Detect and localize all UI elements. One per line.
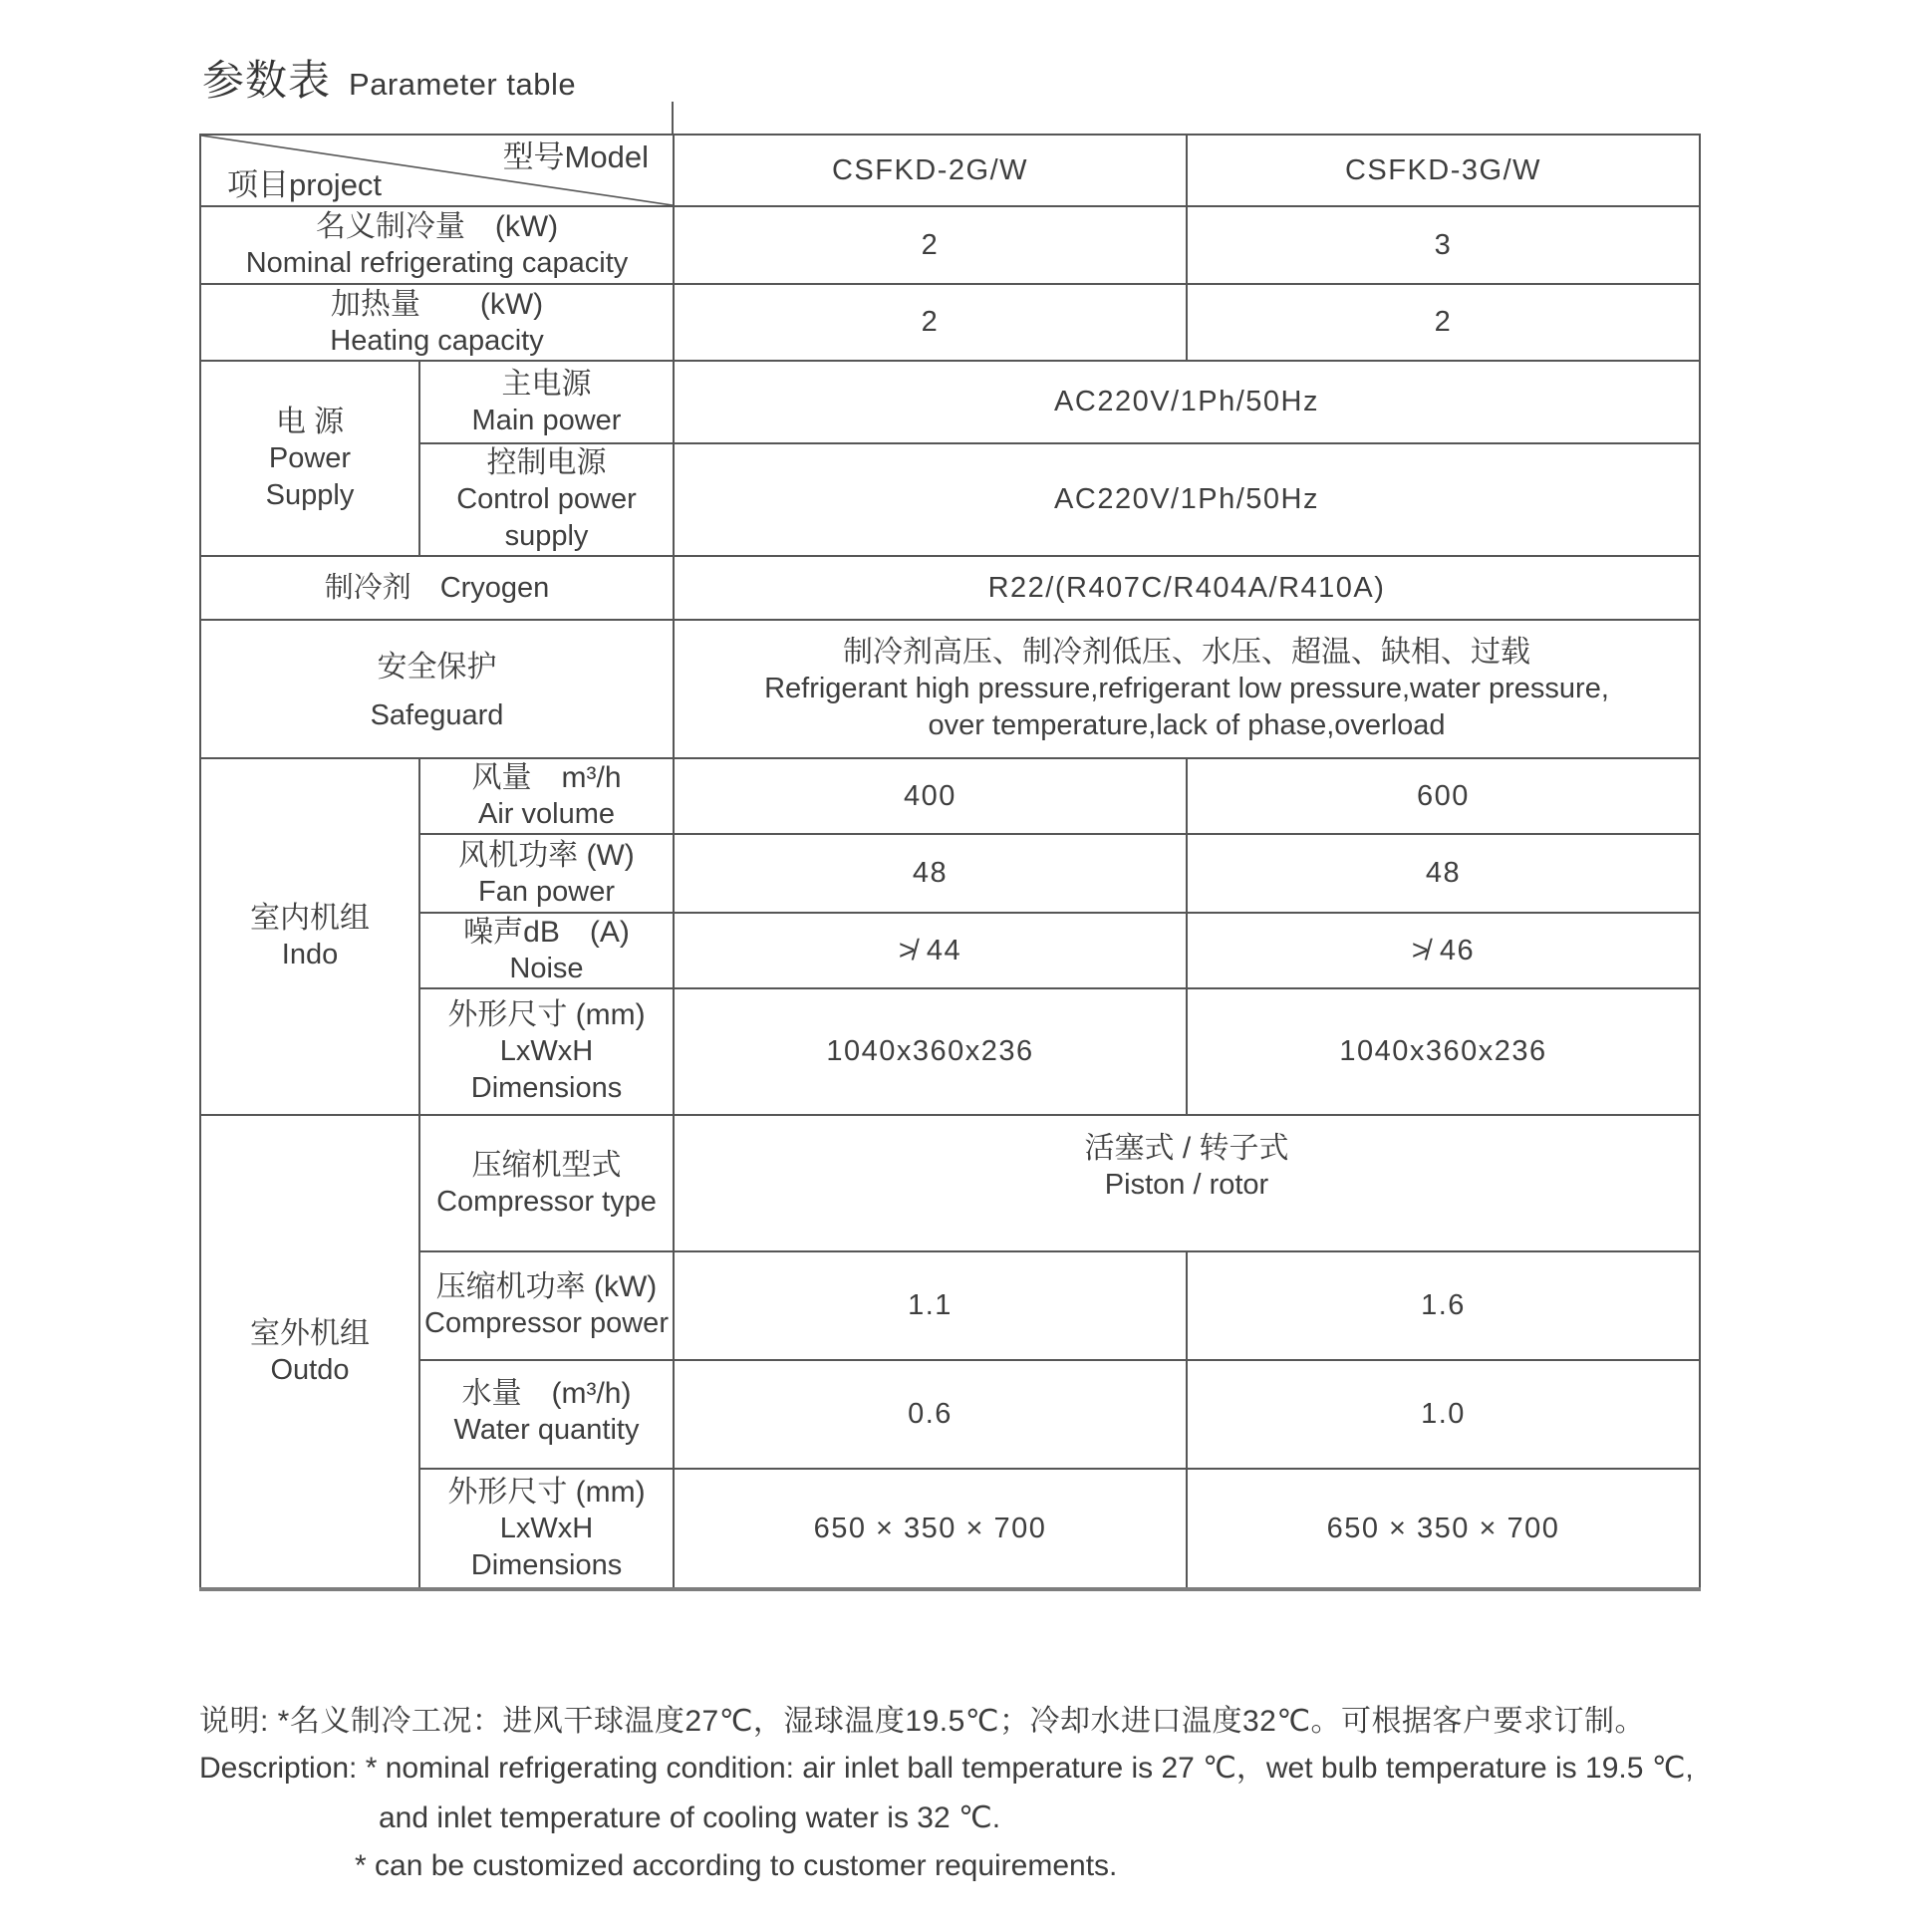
air-volume-label-en: Air volume	[478, 798, 615, 830]
table-row-cryogen	[200, 556, 1700, 620]
air-volume-value-2: 600	[1187, 758, 1700, 834]
table-row-noise	[200, 913, 1700, 988]
model-column-1: CSFKD-2G/W	[674, 135, 1187, 206]
table-row-control-power	[200, 443, 1700, 556]
indoor-dimensions-value-1: 1040x360x236	[674, 988, 1187, 1115]
nominal-cooling-label-zh: 名义制冷量 (kW)	[315, 210, 559, 243]
table-row-air-volume	[200, 758, 1700, 834]
fan-power-label-en: Fan power	[477, 875, 615, 908]
noise-label	[419, 913, 674, 988]
parameter-table	[199, 134, 1701, 1591]
compressor-type-value-en: Piston / rotor	[1104, 1169, 1269, 1201]
nominal-cooling-label-en: Nominal refrigerating capacity	[245, 247, 629, 279]
note-customization: * can be customized according to customer requirements.	[355, 1849, 1118, 1882]
table-row-water-quantity	[200, 1360, 1700, 1469]
main-power-label-en: Main power	[471, 404, 622, 436]
power-supply-group-label	[200, 361, 419, 556]
fan-power-value-2: 48	[1187, 834, 1700, 913]
indoor-dimensions-label	[419, 988, 674, 1115]
fan-power-label-zh: 风机功率 (W)	[458, 838, 635, 872]
model-column-2: CSFKD-3G/W	[1187, 135, 1700, 206]
power-supply-label-zh: 电 源	[275, 405, 345, 438]
water-quantity-label-zh: 水量 (m³/h)	[461, 1377, 632, 1410]
safeguard-label	[200, 620, 674, 758]
noise-label-en: Noise	[509, 953, 584, 984]
table-row-header	[200, 135, 1700, 206]
safeguard-value	[674, 620, 1700, 758]
cryogen-label: 制冷剂 Cryogen	[200, 556, 674, 620]
compressor-power-value-1: 1.1	[674, 1251, 1187, 1360]
page-title-en: Parameter table	[349, 67, 577, 102]
water-quantity-label	[419, 1360, 674, 1469]
outdoor-unit-label-en: Outdo	[270, 1353, 350, 1386]
compressor-power-label-zh: 压缩机功率 (kW)	[435, 1269, 658, 1303]
noise-label-zh: 噪声dB (A)	[463, 916, 630, 949]
compressor-type-label-zh: 压缩机型式	[471, 1148, 622, 1182]
table-row-main-power	[200, 361, 1700, 443]
header-project-label: 项目project	[227, 167, 383, 202]
safeguard-value-en1: Refrigerant high pressure,refrigerant low pressure,water pressure,	[764, 673, 1609, 704]
table-row-indoor-dimensions	[200, 988, 1700, 1115]
heating-label-en: Heating capacity	[330, 324, 544, 357]
compressor-power-value-2: 1.6	[1187, 1251, 1700, 1360]
compressor-type-value	[674, 1115, 1700, 1251]
indoor-dimensions-label-en: Dimensions	[470, 1072, 623, 1104]
indoor-dimensions-label-zh: 外形尺寸 (mm)	[447, 998, 646, 1031]
indoor-unit-group-label	[200, 758, 419, 1115]
outdoor-dimensions-label-en: Dimensions	[470, 1548, 623, 1581]
indoor-dimensions-label-lwh: LxWxH	[499, 1035, 594, 1067]
compressor-power-label	[419, 1251, 674, 1360]
noise-value-1: ≯ 44	[674, 913, 1187, 988]
main-power-value: AC220V/1Ph/50Hz	[674, 361, 1700, 443]
compressor-type-value-zh: 活塞式 / 转子式	[1084, 1132, 1289, 1165]
page-title	[202, 48, 576, 108]
water-quantity-label-en: Water quantity	[453, 1414, 640, 1446]
outdoor-dimensions-label-zh: 外形尺寸 (mm)	[447, 1475, 646, 1509]
header-model-label: 型号Model	[502, 139, 649, 174]
noise-value-2: ≯ 46	[1187, 913, 1700, 988]
nominal-cooling-label	[200, 206, 674, 284]
cryogen-value: R22/(R407C/R404A/R410A)	[674, 556, 1700, 620]
indoor-unit-label-en: Indo	[281, 939, 339, 970]
compressor-power-label-en: Compressor power	[424, 1306, 669, 1339]
heating-value-1: 2	[674, 284, 1187, 361]
heating-value-2: 2	[1187, 284, 1700, 361]
divider-artifact-line	[672, 102, 674, 136]
water-quantity-value-1: 0.6	[674, 1360, 1187, 1469]
heating-label-zh: 加热量 (kW)	[330, 287, 544, 321]
control-power-label-zh: 控制电源	[486, 446, 607, 479]
air-volume-value-1: 400	[674, 758, 1187, 834]
control-power-label-en1: Control power	[456, 483, 637, 515]
indoor-unit-label-zh: 室内机组	[250, 902, 370, 935]
outdoor-dimensions-label-lwh: LxWxH	[499, 1512, 594, 1544]
outdoor-unit-label-zh: 室外机组	[250, 1316, 370, 1350]
fan-power-value-1: 48	[674, 834, 1187, 913]
outdoor-dimensions-value-2: 650 × 350 × 700	[1187, 1469, 1700, 1589]
table-row-safeguard	[200, 620, 1700, 758]
table-row-compressor-power	[200, 1251, 1700, 1360]
table-row-outdoor-dimensions	[200, 1469, 1700, 1589]
table-row-nominal-cooling	[200, 206, 1700, 284]
fan-power-label	[419, 834, 674, 913]
safeguard-value-en2: over temperature,lack of phase,overload	[928, 709, 1446, 741]
table-row-fan-power	[200, 834, 1700, 913]
nominal-cooling-value-2: 3	[1187, 206, 1700, 284]
control-power-value: AC220V/1Ph/50Hz	[674, 443, 1700, 556]
outdoor-dimensions-value-1: 650 × 350 × 700	[674, 1469, 1187, 1589]
main-power-label-zh: 主电源	[501, 367, 592, 401]
note-description-line2: and inlet temperature of cooling water is 32 ℃.	[379, 1801, 1001, 1834]
air-volume-label-zh: 风量 m³/h	[471, 761, 622, 794]
safeguard-label-zh: 安全保护	[377, 650, 497, 684]
air-volume-label	[419, 758, 674, 834]
table-row-heating	[200, 284, 1700, 361]
indoor-dimensions-value-2: 1040x360x236	[1187, 988, 1700, 1115]
control-power-label	[419, 443, 674, 556]
header-diagonal-cell	[200, 135, 674, 206]
page-title-zh: 参数表	[202, 57, 332, 104]
control-power-label-en2: supply	[504, 520, 589, 552]
power-supply-label-en2: Supply	[265, 478, 355, 511]
safeguard-label-en: Safeguard	[370, 698, 504, 731]
note-description-line1: Description: * nominal refrigerating condition: air inlet ball temperature is 27 ℃，wet bulb temperature is 19.5 ℃,	[199, 1752, 1694, 1785]
outdoor-unit-group-label	[200, 1115, 419, 1589]
outdoor-dimensions-label	[419, 1469, 674, 1589]
compressor-type-label	[419, 1115, 674, 1251]
nominal-cooling-value-1: 2	[674, 206, 1187, 284]
heating-label	[200, 284, 674, 361]
compressor-type-label-en: Compressor type	[436, 1185, 657, 1218]
water-quantity-value-2: 1.0	[1187, 1360, 1700, 1469]
main-power-label	[419, 361, 674, 443]
power-supply-label-en1: Power	[268, 441, 352, 474]
safeguard-value-zh: 制冷剂高压、制冷剂低压、水压、超温、缺相、过载	[843, 636, 1530, 669]
table-row-compressor-type	[200, 1115, 1700, 1251]
note-zh: 说明: *名义制冷工况：进风干球温度27℃，湿球温度19.5℃；冷却水进口温度32℃。可根据客户要求订制。	[199, 1705, 1646, 1738]
